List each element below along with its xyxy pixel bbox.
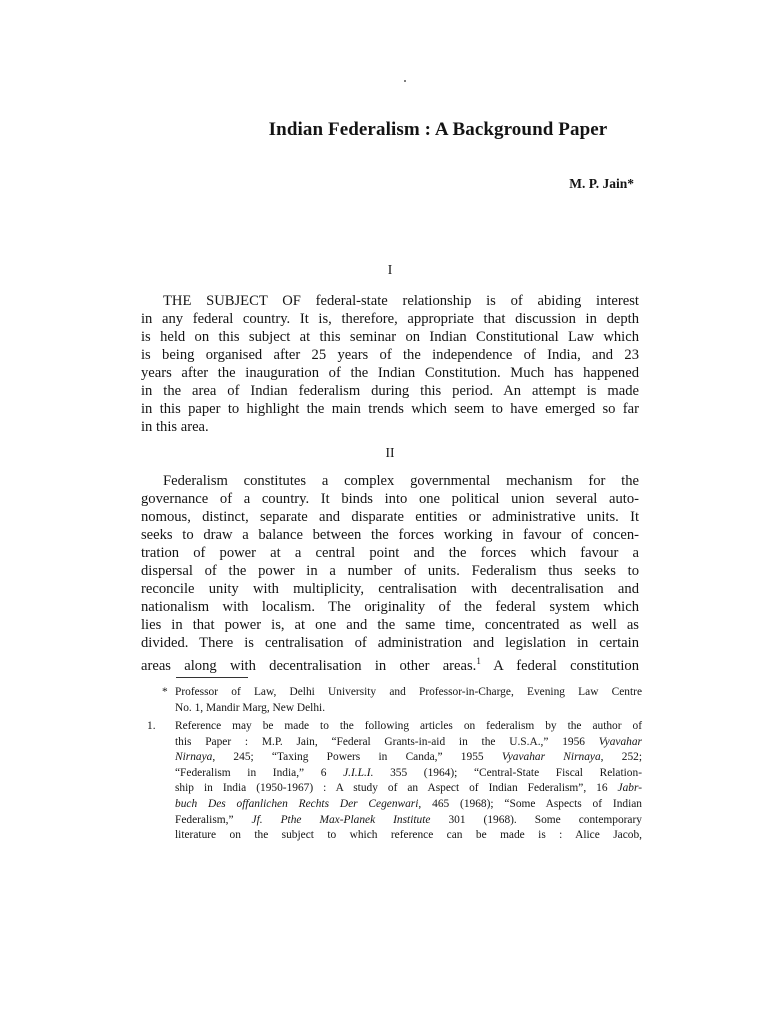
text-line: years after the inauguration of the Indian Constitution. Much has happened: [141, 365, 639, 382]
footnote-text: , 465 (1968); “Some Aspects of Indian: [418, 797, 642, 810]
footnote-1: [147, 719, 642, 844]
footnote-line: [175, 766, 642, 782]
footnote-line: No. 1, Mandir Marg, New Delhi.: [175, 701, 326, 714]
text-line: in this paper to highlight the main trends which seem to have emerged so far: [141, 401, 639, 418]
section-mark-2: II: [385, 445, 395, 460]
footnote-mark: 1.: [147, 720, 156, 732]
footnote-mark: *: [162, 686, 168, 698]
paragraph-2: [141, 472, 639, 675]
footnote-author: [162, 685, 642, 716]
text-segment: A federal constitution: [493, 658, 639, 675]
footnote-text: , 252;: [600, 751, 642, 764]
footnote-text: 301 (1968). Some contemporary: [430, 813, 642, 826]
scan-speck: [404, 80, 406, 82]
footnote-line: Professor of Law, Delhi University and Professor-in-Charge, Evening Law Centre: [175, 686, 642, 698]
text-line: Federalism constitutes a complex governmental mechanism for the: [163, 473, 639, 489]
text-line: dispersal of the power in a number of units. Federalism thus seeks to: [141, 563, 639, 580]
footnote-italic: buch Des offanlichen Rechts Der Cegenwari: [175, 797, 419, 810]
footnote-line: [175, 797, 642, 813]
footnote-italic: Jf. Pthe Max-Planek Institute: [251, 813, 431, 826]
footnote-reference: 1: [476, 656, 481, 667]
text-line: lies in that power is, at one and the same time, concentrated as well as: [141, 617, 639, 634]
text-line: nomous, distinct, separate and disparate entities or administrative units. It: [141, 509, 639, 526]
footnote-text: literature on the subject to which reference can be made is : Alice Jacob,: [175, 829, 642, 842]
paragraph-1: [141, 292, 639, 436]
footnote-line: [175, 828, 642, 844]
footnote-text: “Federalism in India,” 6: [175, 766, 344, 779]
footnote-italic: Vyavahar Nirnaya: [501, 751, 601, 764]
text-line: in the area of Indian federalism during this period. An attempt is made: [141, 383, 639, 400]
text-segment: areas along with decentralisation in other areas.: [141, 658, 477, 675]
footnote-text: this Paper : M.P. Jain, “Federal Grants-in-aid in the U.S.A.,” 1956: [175, 735, 599, 748]
footnote-line: [175, 735, 642, 751]
author-name: M. P. Jain*: [569, 176, 634, 191]
footnote-line: [175, 781, 642, 797]
footnote-italic: Nirnaya: [175, 751, 213, 764]
footnote-text: Reference may be made to the following articles on federalism by the author of: [175, 720, 642, 732]
text-line: governance of a country. It binds into one political union several auto-: [141, 491, 639, 508]
text-line: is held on this subject at this seminar on Indian Constitutional Law which: [141, 329, 639, 346]
text-line: divided. There is centralisation of administration and legislation in certain: [141, 635, 639, 652]
text-line: seeks to draw a balance between the forces working in favour of concen-: [141, 527, 639, 544]
footnote-line: [175, 719, 642, 735]
footnote-text: 355 (1964); “Central-State Fiscal Relation-: [373, 766, 642, 779]
text-line: nationalism with localism. The originality of the federal system which: [141, 599, 639, 616]
text-line: in any federal country. It is, therefore, appropriate that discussion in depth: [141, 311, 639, 328]
text-line: reconcile unity with multiplicity, centralisation with decentralisation and: [141, 581, 639, 598]
footnote-italic: Vyavahar: [598, 735, 642, 748]
footnote-separator: [176, 677, 248, 678]
text-line: is being organised after 25 years of the independence of India, and 23: [141, 347, 639, 364]
footnote-italic: Jabr-: [617, 782, 642, 795]
footnote-text: , 245; “Taxing Powers in Canda,” 1955: [212, 751, 502, 764]
text-line-with-note: [141, 652, 639, 675]
text-line: in this area.: [141, 419, 209, 436]
footnote-text: Federalism,”: [175, 813, 252, 826]
footnote-text: ship in India (1950-1967) : A study of an Aspect of Indian Federalism”, 16: [175, 782, 618, 795]
footnote-italic: J.I.L.I.: [343, 766, 374, 779]
section-mark-1: I: [387, 262, 393, 277]
footnote-line: [175, 750, 642, 766]
footnote-line: [175, 813, 642, 829]
text-line: THE SUBJECT OF federal-state relationship is of abiding interest: [163, 293, 639, 309]
text-line: tration of power at a central point and the forces which favour a: [141, 545, 639, 562]
paper-title: Indian Federalism : A Background Paper: [268, 119, 608, 140]
